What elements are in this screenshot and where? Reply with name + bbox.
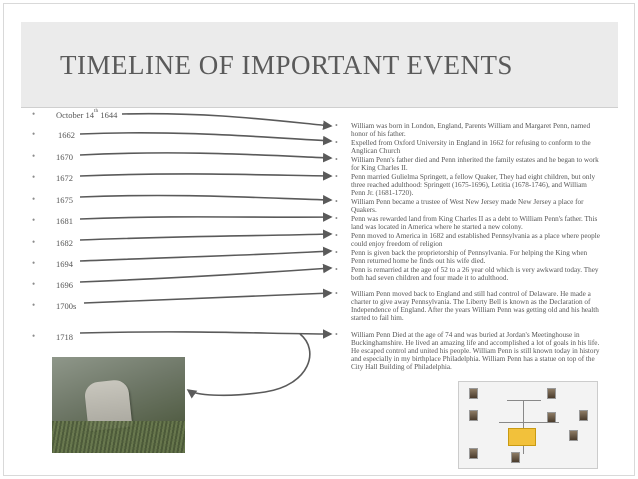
year-label: 1700s [56,301,77,311]
gravestone-photo [52,357,185,453]
event-text: Penn is given back the proprietorship of Pennsylvania. For helping the King when Penn returned home he finds out his wife died. [351,249,588,266]
tree-connector [499,422,559,423]
bullet-icon: • [335,330,338,339]
bullet-icon: • [32,215,36,225]
bullet-icon: • [335,289,338,298]
year-label: 1682 [56,238,73,248]
event-text: Penn is remarried at the age of 52 to a 26 year old which is very awkward today. They both had seven children and four made it to adulthood. [351,266,599,283]
bullet-icon: • [32,331,36,341]
bullet-icon: • [335,121,338,130]
event-text: William Penn became a trustee of West New Jersey made New Jersey a place for Quakers. [351,198,584,215]
tree-connector [507,400,541,401]
bullet-icon: • [335,231,338,240]
bullet-icon: • [32,172,36,182]
event-text: William Penn's father died and Penn inherited the family estates and he began to work for King Charles II. [351,156,599,173]
bullet-icon: • [335,172,338,181]
portrait-icon [469,448,478,459]
bullet-icon: • [335,138,338,147]
portrait-icon [579,410,588,421]
event-text: Penn moved to America in 1682 and established Pennsylvania as a place where people could enjoy freedom of religion [351,232,600,249]
year-label: 1681 [56,216,73,226]
year-rest: 1644 [98,110,118,120]
event-text: Penn married Gulielma Springett, a fellow Quaker, They had eight children, but only three reached adulthood: Springett (1675-1696), Letitia (1678-1746), and William Penn Jr. (1681-1720). [351,173,596,198]
portrait-icon [547,388,556,399]
bullet-icon: • [32,237,36,247]
portrait-icon [511,452,520,463]
highlight-node [508,428,536,446]
event-text: William was born in London, England, Parents William and Margaret Penn, named honor of his father. [351,122,591,139]
bullet-icon: • [32,151,36,161]
year-label: 1696 [56,280,73,290]
family-tree-chart [458,381,598,469]
bullet-icon: • [335,155,338,164]
bullet-icon: • [32,109,36,119]
year-label: 1662 [58,130,75,140]
year-label: 1718 [56,332,73,342]
event-text: Penn was rewarded land from King Charles II as a debt to William Penn's father. This land was located in America where he started a new colony. [351,215,598,232]
bullet-icon: • [32,300,36,310]
tree-connector [523,400,524,428]
bullet-icon: • [335,265,338,274]
event-text: William Penn Died at the age of 74 and was buried at Jordan's Meetinghouse in Buckinghamshire. He lived an amazing life and accomplished a lot of goals in his life. He escaped control and united his people. William Penn is still known today in history and especially in my birthplace Philadelphia. William Penn has a statue on top of the City Hall Building of Philadelphia. [351,331,600,372]
tree-connector [523,446,524,454]
bullet-icon: • [32,279,36,289]
year-label: 1670 [56,152,73,162]
year-label: 1672 [56,173,73,183]
year-suffix: th [94,108,99,114]
bullet-icon: • [335,248,338,257]
year-label: October 14 [56,110,95,120]
event-text: Expelled from Oxford University in England in 1662 for refusing to conform to the Anglican Church [351,139,591,156]
bullet-icon: • [32,194,36,204]
grass-shape [52,421,185,453]
bullet-icon: • [335,214,338,223]
year-label: 1675 [56,195,73,205]
portrait-icon [569,430,578,441]
event-text: William Penn moved back to England and still had control of Delaware. He made a charter to give away Pennsylvania. The Liberty Bell is known as the Declaration of Independence of England. After the years William Penn was getting old and his health started to fail him. [351,290,599,323]
bullet-icon: • [32,129,36,139]
year-label: 1694 [56,259,73,269]
portrait-icon [469,410,478,421]
portrait-icon [469,388,478,399]
bullet-icon: • [335,197,338,206]
bullet-icon: • [32,258,36,268]
slide-title: TIMELINE OF IMPORTANT EVENTS [60,50,513,80]
